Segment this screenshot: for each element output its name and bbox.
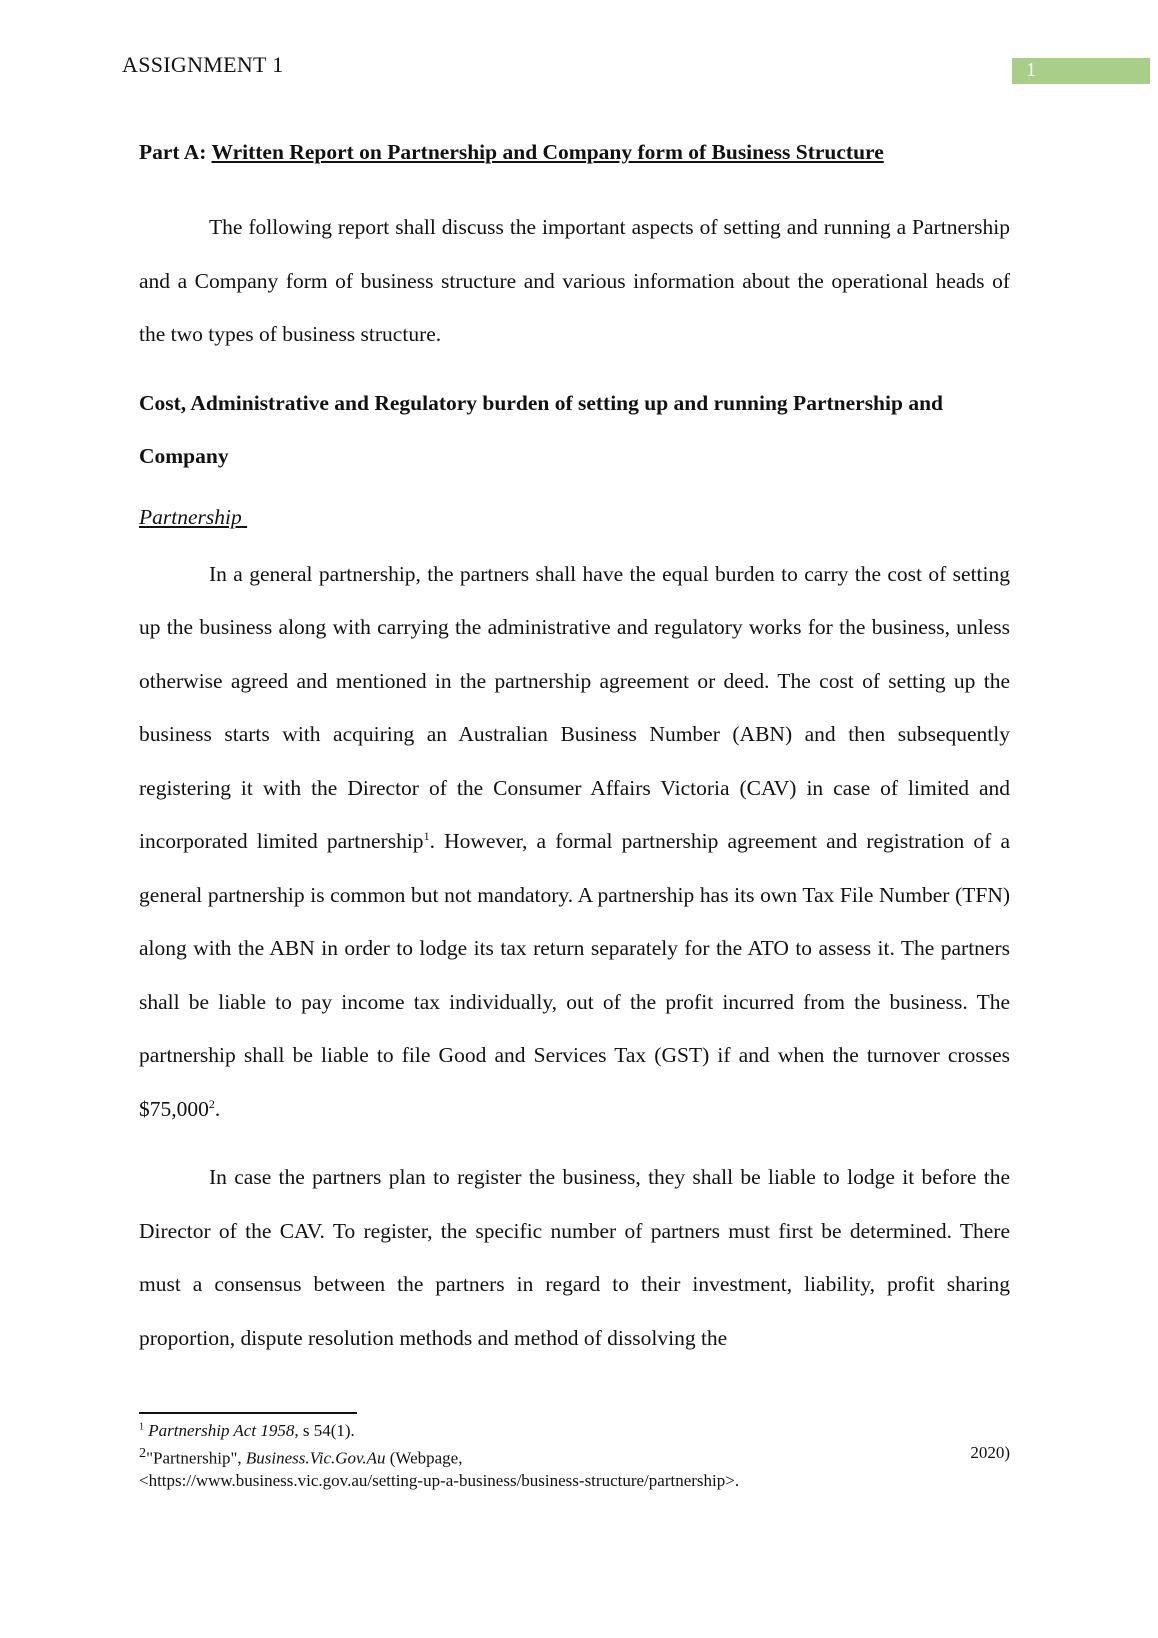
section-title-text: Written Report on Partnership and Company form of Business Structure	[211, 140, 884, 164]
subsection-title	[139, 498, 1010, 536]
footnote-2-main	[139, 1442, 462, 1470]
section-title	[139, 133, 1010, 171]
paragraph-partnership-costs	[139, 548, 1010, 1137]
footnote-1-number: 1	[139, 1421, 144, 1433]
footnote-1-rest: , s 54(1).	[294, 1421, 355, 1440]
subsection-title-text: Partnership	[139, 504, 242, 529]
page-header	[0, 0, 1158, 90]
footnote-ref-2[interactable]: 2	[208, 1096, 215, 1111]
footnote-2-line	[139, 1442, 1010, 1470]
page-number-box	[1012, 58, 1150, 84]
paragraph-text-c: .	[214, 1096, 221, 1121]
footnotes	[139, 1412, 1010, 1492]
footnote-2-url[interactable]: <https://www.business.vic.gov.au/setting-up-a-business/business-structure/partnership>.	[139, 1470, 740, 1490]
section-prefix: Part A:	[139, 140, 207, 164]
footnote-separator	[139, 1412, 357, 1414]
footnote-ref-1[interactable]: 1	[423, 828, 430, 843]
footnote-1-title: Partnership Act 1958	[148, 1421, 295, 1440]
footnote-2-year: 2020)	[970, 1443, 1010, 1462]
paragraph-text-a: In a general partnership, the partners shall have the equal burden to carry the cost of setting up the business along with carrying the administrative and regulatory works for the business, unless otherwise agreed and mentioned in the partnership agreement or deed. The cost of setting up the business starts with acquiring an Australian Business Number (ABN) and then subsequently registering it with the Director of the Consumer Affairs Victoria (CAV) in case of limited and incorporated limited partnership	[139, 561, 1010, 853]
paragraph-text-b: . However, a formal partnership agreement and registration of a general partnership is common but not mandatory. A partnership has its own Tax File Number (TFN) along with the ABN in order to lodge its tax return separately for the ATO to assess it. The partners shall be liable to pay income tax individually, out of the profit incurred from the business. The partnership shall be liable to file Good and Services Tax (GST) if and when the turnover crosses $75,000	[139, 829, 1010, 1121]
intro-paragraph: The following report shall discuss the important aspects of setting and running a Partnership and a Company form of business structure and various information about the operational heads of the two types of business structure.	[139, 215, 1010, 346]
footnote-2-site: Business.Vic.Gov.Au	[245, 1448, 386, 1468]
footnote-1	[139, 1420, 1010, 1442]
running-title: ASSIGNMENT 1	[122, 52, 284, 77]
footnote-2-lead: "Partnership",	[146, 1448, 246, 1468]
paragraph-registration: In case the partners plan to register the business, they shall be liable to lodge it before the Director of the CAV. To register, the specific number of partners must first be determined. There must a consensus between the partners in regard to their investment, liability, profit sharing proportion, dispute resolution methods and method of dissolving the	[139, 1165, 1010, 1350]
page-number: 1	[1026, 59, 1036, 81]
footnote-2-type: (Webpage,	[385, 1448, 463, 1468]
document-body	[139, 133, 1010, 1380]
footnote-2-number: 2	[139, 1445, 147, 1461]
subheading: Cost, Administrative and Regulatory burden of setting up and running Partnership and Company	[139, 390, 943, 468]
